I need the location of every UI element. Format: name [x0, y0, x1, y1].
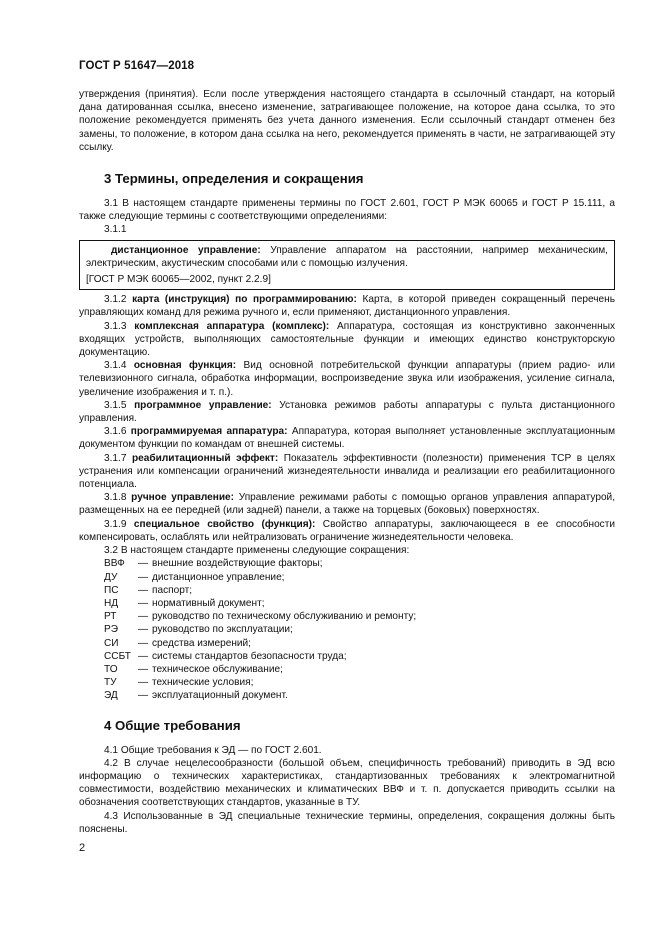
term-name: реабилитационный эффект:	[132, 452, 279, 464]
abbreviation-item: ПС — паспорт;	[104, 584, 193, 596]
page-number: 2	[79, 842, 86, 854]
term-3-1-7: 3.1.7 реабилитационный эффект: Показатель эффективности (полезности) применения ТСР в целях устранения или компенсации ограничений жизнедеятельности инвалида и реализации его реабилитационного потенциала.	[79, 452, 615, 491]
term-3-1-8: 3.1.8 ручное управление: Управление режимами работы с помощью органов управления аппаратурой, размещенных на ее передней (или задней) панели, а также на торцевых (боковых) поверхностях.	[79, 492, 615, 517]
page-content	[79, 88, 615, 836]
term-name: основная функция:	[133, 360, 237, 372]
term-name: программное управление:	[134, 399, 272, 411]
quoted-definition	[86, 244, 608, 270]
quoted-term-definition: Управление аппаратом на расстоянии, например механическим, электрическим, акустическим способами или с помощью излучения.	[86, 244, 608, 269]
quoted-definition-box	[79, 240, 615, 291]
term-3-1-6: 3.1.6 программируемая аппаратура: Аппаратура, которая выполняет установленные эксплуатационным документом функции по командам от внешней системы.	[79, 426, 616, 451]
term-name: специальное свойство (функция):	[133, 518, 316, 530]
paragraph-3-1: 3.1 В настоящем стандарте применены термины по ГОСТ 2.601, ГОСТ Р МЭК 60065 и ГОСТ Р 15.111, а также следующие термины с соответствующими определениями:	[79, 198, 615, 223]
term-3-1-5: 3.1.5 программное управление: Установка режимов работы аппаратуры с пульта дистанционного управления.	[79, 399, 615, 425]
abbreviation-item: НД — нормативный документ;	[104, 597, 265, 609]
term-name: ручное управление:	[131, 492, 235, 504]
document-number-header: ГОСТ Р 51647—2018	[79, 60, 195, 72]
term-number-3-1-1: 3.1.1	[104, 224, 127, 236]
abbreviation-item: ДУ — дистанционное управление;	[104, 571, 285, 583]
paragraph-4-2: 4.2 В случае нецелесообразности (большой объем, специфичность требований) приводить в ЭД всю информацию о технических характеристиках, стандартизованных требованиях к электромагнитной совместимости, воздействию механических и климатических ВВФ и т. п. допускается приводить ссылки на обозначения соответствующих стандартов, указанные в ТУ.	[79, 757, 615, 809]
term-3-1-9: 3.1.9 специальное свойство (функция): Свойство аппаратуры, заключающееся в ее способности компенсировать, ослаблять или нейтрализовать ограничение жизнедеятельности человека.	[79, 518, 615, 543]
abbreviation-item: ЭД — эксплуатационный документ.	[104, 690, 288, 702]
term-name: программируемая аппаратура:	[130, 426, 288, 438]
term-3-1-4: 3.1.4 основная функция: Вид основной потребительской функции аппаратуры (прием радио- или телевизионного сигнала, обработка информации, воспроизведение звука или изображения, усиление сигнала, увеличение изображения и т. п.).	[79, 360, 616, 398]
abbreviation-item: СИ — средства измерений;	[104, 637, 251, 649]
term-name: карта (инструкция) по программированию:	[132, 294, 357, 306]
section-3-title: 3 Термины, определения и сокращения	[104, 171, 364, 187]
term-3-1-2: 3.1.2 карта (инструкция) по программированию: Карта, в которой приведен сокращенный перечень управляющих команд для режима ручного и, если применяют, дистанционного управления.	[79, 294, 615, 319]
intro-paragraph: утверждения (принятия). Если после утверждения настоящего стандарта в ссылочный стандарт, на который дана датированная ссылка, внесено изменение, затрагивающее положение, на которое дана ссылка, то это положение рекомендуется применять без учета данного изменения. Если ссылочный стандарт отменен без замены, то положение, в котором дана ссылка на него, рекомендуется применять в части, не затрагивающей эту ссылку.	[79, 89, 615, 153]
abbreviation-item: ТО — техническое обслуживание;	[104, 663, 283, 675]
quoted-term: дистанционное управление:	[111, 244, 261, 256]
section-4-title: 4 Общие требования	[104, 717, 241, 733]
abbreviation-item: РЭ — руководство по эксплуатации;	[104, 624, 293, 636]
term-3-1-3: 3.1.3 комплексная аппаратура (комплекс): Аппаратура, состоящая из конструктивно законченных входящих устройств, выполняющих самостоятельные функции и имеющих единство конструкторскую документацию.	[79, 320, 616, 359]
abbreviation-item: ССБТ — системы стандартов безопасности труда;	[104, 650, 347, 662]
term-name: комплексная аппаратура (комплекс):	[134, 320, 330, 332]
paragraph-4-3: 4.3 Использованные в ЭД специальные технические термины, определения, сокращения должны быть пояснены.	[79, 810, 615, 835]
abbreviation-item: ТУ — технические условия;	[104, 677, 254, 689]
abbreviation-item: ВВФ — внешние воздействующие факторы;	[104, 558, 323, 570]
quoted-definition-source: [ГОСТ Р МЭК 60065—2002, пункт 2.2.9]	[86, 274, 271, 286]
abbreviation-item: РТ — руководство по техническому обслуживанию и ремонту;	[104, 611, 417, 623]
paragraph-3-2: 3.2 В настоящем стандарте применены следующие сокращения:	[104, 545, 410, 557]
paragraph-4-1: 4.1 Общие требования к ЭД — по ГОСТ 2.601.	[104, 744, 322, 756]
abbreviation-list	[79, 557, 615, 702]
